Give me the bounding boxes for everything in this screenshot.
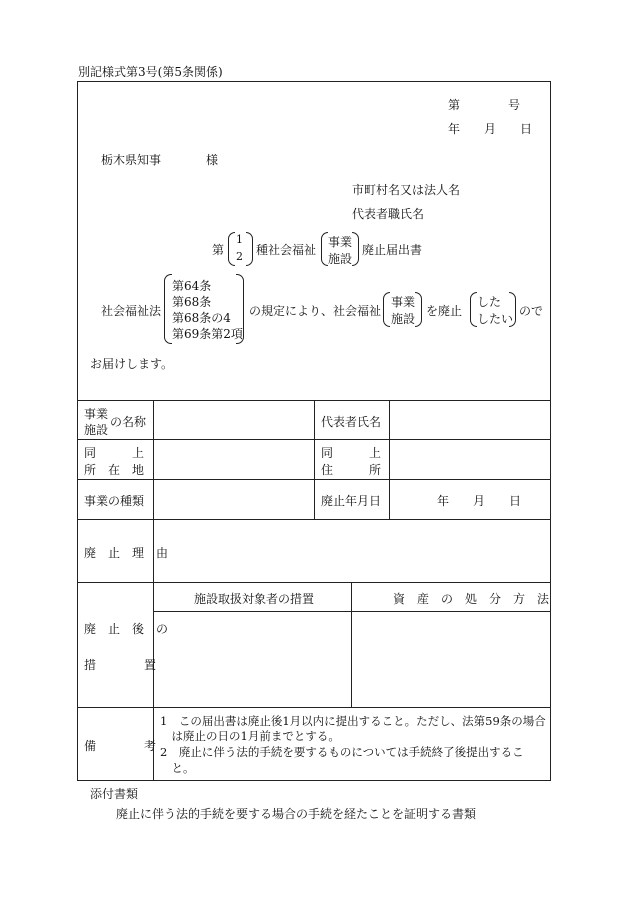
attachments-item: 廃止に伴う法的手続を要する場合の手続を経たことを証明する書類 [116, 807, 477, 821]
honorific: 様 [206, 153, 219, 167]
location-label: 所 在 地 [84, 463, 145, 477]
so-text: ので [519, 304, 544, 318]
representative-label: 代表者職氏名 [352, 207, 425, 221]
remarks-label: 備 考 [84, 739, 157, 753]
abolish-date-label: 廃止年月日 [321, 494, 382, 508]
articles-bracket-right [236, 274, 244, 344]
representative-name-label: 代表者氏名 [321, 415, 382, 429]
reason-label: 廃 止 理 由 [84, 546, 169, 560]
body-opt-facility: 施設 [391, 312, 416, 326]
table-col-rule [351, 582, 352, 707]
title-type-bracket-right [352, 232, 359, 266]
abolish-text: を廃止 [426, 304, 463, 318]
table-col-rule [389, 400, 390, 519]
article-item: 第64条 [172, 279, 212, 293]
title-type-bracket-left [321, 232, 328, 266]
tense-planned: したい [477, 312, 514, 326]
row1-label-business: 事業 [84, 407, 109, 421]
table-rule [77, 582, 551, 583]
municipality-label: 市町村名又は法人名 [352, 183, 461, 197]
note-line: 2 廃止に伴う法的手続を要するものについては手続終了後提出するこ [160, 745, 524, 759]
tense-bracket-left [470, 292, 477, 327]
table-rule [77, 707, 551, 708]
same-above-label: 同 上 [321, 446, 382, 460]
title-suffix: 廃止届出書 [362, 243, 423, 257]
articles-bracket-left [164, 274, 172, 344]
article-item: 第69条第2項 [172, 327, 243, 341]
row1-label-suffix: の名称 [110, 415, 147, 429]
law-name: 社会福祉法 [101, 304, 162, 318]
note-line: と。 [160, 761, 195, 775]
date-label: 年 月 日 [448, 122, 533, 136]
form-number: 別記様式第3号(第5条関係) [78, 65, 223, 79]
title-opt-business: 事業 [328, 235, 353, 249]
after-abolish-label: 廃 止 後 の [84, 622, 169, 636]
title-kind-1: 1 [236, 233, 243, 246]
title-kind-bracket-left [228, 232, 235, 266]
business-type-label: 事業の種類 [84, 494, 145, 508]
title-prefix: 第 [212, 243, 225, 257]
article-item: 第68条の4 [172, 311, 231, 325]
tense-bracket-right [509, 292, 516, 327]
provision-text: の規定により、社会福祉 [249, 304, 382, 318]
table-rule [153, 611, 551, 612]
title-kind-bracket-right [246, 232, 253, 266]
row1-label-facility: 施設 [84, 423, 109, 437]
title-opt-facility: 施設 [328, 252, 353, 266]
abolish-date-value: 年 月 日 [437, 494, 522, 508]
title-kind-2: 2 [236, 250, 243, 263]
number-label: 第 号 [448, 98, 521, 112]
users-measures-header: 施設取扱対象者の措置 [194, 592, 315, 606]
attachments-heading: 添付書類 [90, 787, 139, 801]
measures-label: 措 置 [84, 658, 157, 672]
article-item: 第68条 [172, 295, 212, 309]
body-opt-business: 事業 [391, 295, 416, 309]
same-above-label: 同 上 [84, 446, 145, 460]
title-middle: 種社会福祉 [256, 243, 317, 257]
address-label: 住 所 [321, 463, 382, 477]
table-col-rule [153, 400, 154, 781]
tense-done: した [477, 295, 502, 309]
note-line: は廃止の日の1月前までとする。 [160, 729, 340, 743]
asset-disposal-header: 資 産 の 処 分 方 法 [393, 592, 550, 606]
addressee: 栃木県知事 [101, 153, 162, 167]
table-rule [77, 519, 551, 520]
body-type-bracket-left [383, 292, 390, 327]
table-col-rule [314, 400, 315, 519]
closing-text: お届けします。 [90, 357, 174, 371]
body-type-bracket-right [415, 292, 422, 327]
note-line: 1 この届出書は廃止後1月以内に提出すること。ただし、法第59条の場合 [160, 714, 546, 728]
